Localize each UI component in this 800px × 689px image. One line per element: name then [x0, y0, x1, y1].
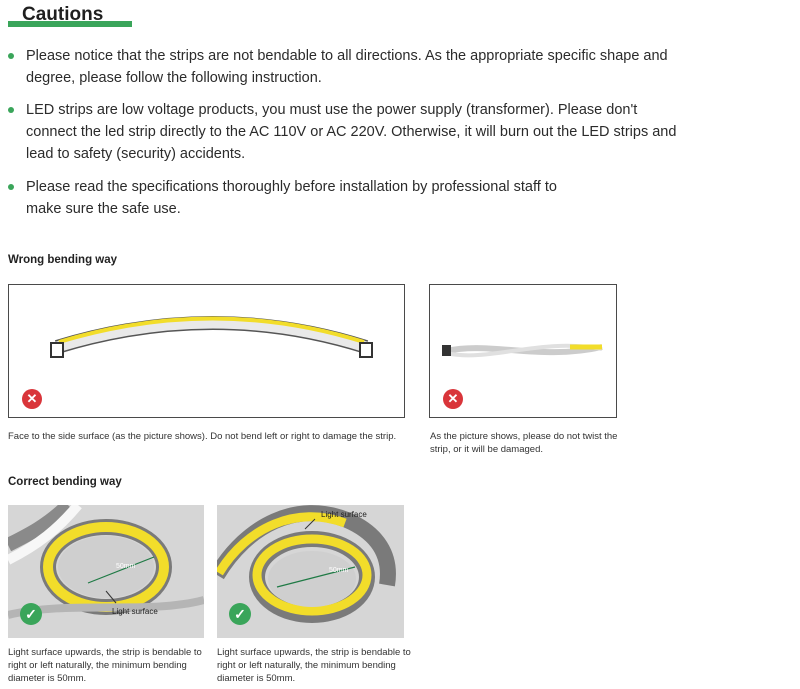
- check-icon: ✓: [229, 603, 251, 625]
- bullet-dot-icon: [8, 184, 14, 190]
- wrong-side-caption: Face to the side surface (as the picture shows). Do not bend left or right to damage the strip.: [8, 431, 397, 442]
- light-surface-label: Light surface: [112, 607, 158, 616]
- bullet-item-1: [8, 45, 688, 89]
- correct-bend-photo-right: [217, 505, 404, 638]
- error-x-icon: ✕: [22, 389, 42, 409]
- diameter-label: 50mm: [116, 563, 136, 570]
- correct-left-caption: Light surface upwards, the strip is bendable to right or left naturally, the minimum bending diameter is 50mm.: [8, 647, 202, 684]
- bullet-dot-icon: [8, 107, 14, 113]
- correct-bending-heading: Correct bending way: [8, 476, 122, 488]
- correct-right-caption: Light surface upwards, the strip is bendable to right or left naturally, the minimum bending diameter is 50mm.: [217, 647, 411, 684]
- wrong-side-bend-figure: [8, 284, 405, 418]
- wrong-twist-figure: [429, 284, 617, 418]
- correct-bend-photo-left: [8, 505, 204, 638]
- light-surface-label: Light surface: [321, 510, 367, 519]
- bullet-item-3: [8, 176, 583, 220]
- diameter-label: 50mm: [329, 567, 349, 574]
- bullet-text: Please read the specifications thoroughly before installation by professional staff to make sure the safe use.: [26, 179, 557, 217]
- bullet-text: LED strips are low voltage products, you must use the power supply (transformer). Please don't connect the led strip directly to the AC 110V or AC 220V. Otherwise, it will burn out the LED strips and lead to safety (security) accidents.: [26, 102, 677, 162]
- check-icon: ✓: [20, 603, 42, 625]
- bullet-text: Please notice that the strips are not bendable to all directions. As the appropriate specific shape and degree, please follow the following instruction.: [26, 48, 668, 86]
- side-bend-strip-illustration: [9, 285, 404, 417]
- wrong-twist-caption: As the picture shows, please do not twist the strip, or it will be damaged.: [430, 431, 618, 455]
- bullet-dot-icon: [8, 53, 14, 59]
- bullet-item-2: [8, 99, 688, 165]
- wrong-bending-heading: Wrong bending way: [8, 254, 118, 266]
- error-x-icon: ✕: [443, 389, 463, 409]
- page-title: Cautions: [22, 4, 104, 25]
